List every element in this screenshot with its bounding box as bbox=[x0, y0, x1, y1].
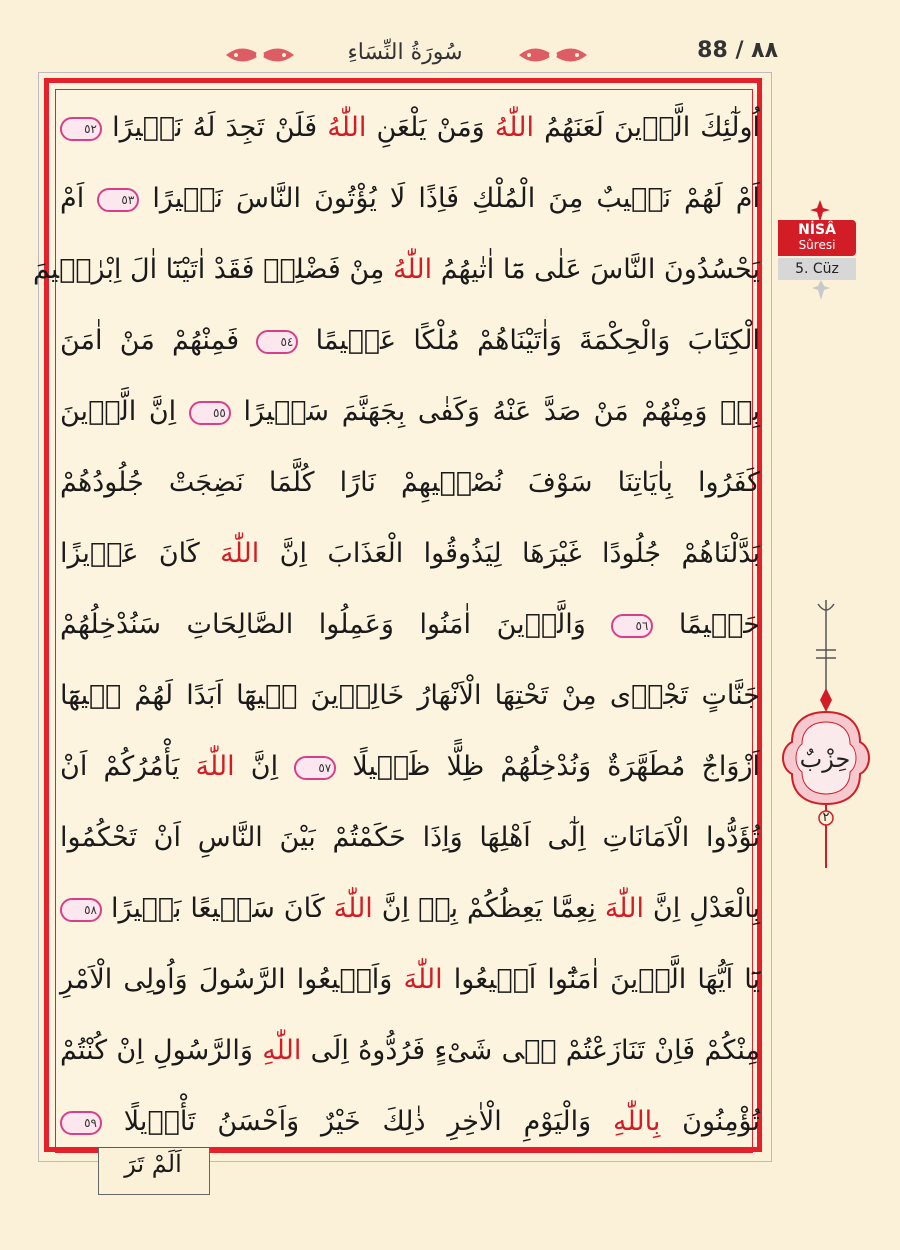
juz-tab[interactable]: 5. Cüz bbox=[778, 258, 856, 280]
text-line bbox=[60, 447, 760, 518]
page-number: 88 / ٨٨ bbox=[697, 38, 778, 63]
tab-ornament-bottom-icon bbox=[812, 280, 830, 300]
ayah-number: ٥٧ bbox=[294, 756, 336, 780]
ayah-number: ٥٥ bbox=[189, 401, 231, 425]
ayah-number: ٥٩ bbox=[60, 1111, 102, 1135]
verse-text: مِنْكُمْ فَاِنْ تَنَازَعْتُمْ فٖى شَیْءٍ فَرُدُّوهُ اِلَى bbox=[301, 1035, 760, 1066]
verse-text: جَنَّاتٍ تَجْرٖى مِنْ تَحْتِهَا الْاَنْهَارُ خَالِدٖينَ فٖيهَٓا اَبَدًا لَهُمْ فٖيهَٓا bbox=[60, 680, 760, 711]
divine-name: بِاللّٰهِ bbox=[612, 1106, 661, 1137]
hizb-number: ٢ bbox=[822, 810, 830, 825]
ayah-number: ٥٤ bbox=[256, 330, 298, 354]
verse-text: وَمَنْ يَلْعَنِ bbox=[366, 112, 495, 143]
text-line bbox=[60, 802, 760, 873]
ayah-number: ٥٢ bbox=[60, 117, 102, 141]
tab-ornament-top-icon bbox=[808, 200, 832, 222]
ayah-number: ٥٣ bbox=[97, 188, 139, 212]
verse-text: يَأْمُرُكُمْ اَنْ bbox=[60, 751, 196, 782]
hizb-marker-icon bbox=[780, 600, 872, 870]
verse-text: تُؤَدُّوا الْاَمَانَاتِ اِلٰٓى اَهْلِهَا وَاِذَا حَكَمْتُمْ بَيْنَ النَّاسِ اَنْ تَحْكُمُوا bbox=[60, 822, 760, 853]
surah-tab-label: Sûresi bbox=[798, 238, 836, 252]
divine-name: اللّٰهَ bbox=[195, 751, 235, 782]
verse-text: تُؤْمِنُونَ bbox=[660, 1106, 760, 1137]
verse-text: اَزْوَاجٌ مُطَهَّرَةٌ وَنُدْخِلُهُمْ ظِلًّا ظَلٖيلًا bbox=[336, 751, 761, 782]
verse-text: نِعِمَّا يَعِظُكُمْ بِهٖ اِنَّ bbox=[372, 893, 605, 924]
text-line bbox=[60, 376, 760, 447]
surah-tab-name: NİSÂ bbox=[798, 222, 836, 238]
verse-text: اُولٰٓئِكَ الَّذٖينَ لَعَنَهُمُ bbox=[533, 112, 760, 143]
verse-text: يَٓا اَيُّهَا الَّذٖينَ اٰمَنُٓوا اَطٖيعُوا bbox=[442, 964, 760, 995]
header-ornament-right-icon bbox=[515, 42, 591, 68]
surah-tab[interactable] bbox=[778, 220, 856, 256]
ayah-number: ٥٦ bbox=[611, 614, 653, 638]
text-line bbox=[60, 163, 760, 234]
text-line bbox=[60, 305, 760, 376]
divine-name: اللّٰهُ bbox=[392, 254, 433, 285]
verse-text: اِنَّ الَّذٖينَ bbox=[60, 396, 189, 427]
hizb-label: حِزْبٌ bbox=[799, 745, 851, 773]
text-line bbox=[60, 92, 760, 163]
verse-text: بِهٖ وَمِنْهُمْ مَنْ صَدَّ عَنْهُ وَكَفٰى بِجَهَنَّمَ سَعٖيرًا bbox=[230, 396, 760, 427]
verse-text: فَلَنْ تَجِدَ لَهُ نَصٖيرًا bbox=[102, 112, 328, 143]
divine-name: اللّٰهُ bbox=[327, 112, 367, 143]
verse-text: وَاَطٖيعُوا الرَّسُولَ وَاُولِى الْاَمْرِ bbox=[60, 964, 404, 995]
divine-name: اللّٰهِ bbox=[262, 1035, 302, 1066]
text-line bbox=[60, 518, 760, 589]
verse-text: يَحْسُدُونَ النَّاسَ عَلٰى مَٓا اٰتٰيهُمُ bbox=[432, 254, 760, 285]
text-line bbox=[32, 234, 760, 305]
divine-name: اللّٰهَ bbox=[403, 964, 443, 995]
divine-name: اللّٰهَ bbox=[220, 538, 260, 569]
verse-text: وَالرَّسُولِ اِنْ كُنْتُمْ bbox=[60, 1035, 263, 1066]
catchword: اَلَمْ تَرَ bbox=[124, 1150, 182, 1178]
page-header bbox=[0, 0, 900, 70]
verse-text: وَالَّذٖينَ اٰمَنُوا وَعَمِلُوا الصَّالِحَاتِ سَنُدْخِلُهُمْ bbox=[60, 609, 612, 640]
verse-text: وَالْيَوْمِ الْاٰخِرِ ذٰلِكَ خَيْرٌ وَاَحْسَنُ تَأْوٖيلًا bbox=[102, 1106, 613, 1137]
verse-text: مِنْ فَضْلِهٖ فَقَدْ اٰتَيْنَٓا اٰلَ اِبْرٰهٖيمَ bbox=[32, 254, 393, 285]
text-line bbox=[60, 660, 760, 731]
verse-text: بِالْعَدْلِ اِنَّ bbox=[643, 893, 761, 924]
surah-title: سُورَةُ النِّسَاءِ bbox=[347, 40, 463, 65]
verse-text: اَمْ لَهُمْ نَصٖيبٌ مِنَ الْمُلْكِ فَاِذًا لَا يُؤْتُونَ النَّاسَ نَقٖيرًا bbox=[139, 183, 760, 214]
verse-text: كَفَرُوا بِاٰيَاتِنَا سَوْفَ نُصْلٖيهِمْ نَارًا كُلَّمَا نَضِجَتْ جُلُودُهُمْ bbox=[60, 467, 760, 498]
divine-name: اللّٰهَ bbox=[604, 893, 644, 924]
text-line bbox=[60, 731, 760, 802]
text-line bbox=[60, 1086, 760, 1157]
verse-text: اِنَّ bbox=[234, 751, 295, 782]
text-line bbox=[60, 944, 760, 1015]
divine-name: اللّٰهُ bbox=[494, 112, 534, 143]
verse-text: الْكِتَابَ وَالْحِكْمَةَ وَاٰتَيْنَاهُمْ مُلْكًا عَظٖيمًا bbox=[298, 325, 760, 356]
header-ornament-left-icon bbox=[222, 42, 298, 68]
verse-text: كَانَ سَمٖيعًا بَصٖيرًا bbox=[102, 893, 334, 924]
text-line bbox=[60, 873, 760, 944]
ayah-number: ٥٨ bbox=[60, 898, 102, 922]
text-line bbox=[60, 1015, 760, 1086]
divine-name: اللّٰهَ bbox=[333, 893, 373, 924]
quran-text bbox=[32, 92, 761, 1157]
verse-text: بَدَّلْنَاهُمْ جُلُودًا غَيْرَهَا لِيَذُوقُوا الْعَذَابَ اِنَّ bbox=[259, 538, 760, 569]
verse-text: فَمِنْهُمْ مَنْ اٰمَنَ bbox=[60, 325, 257, 356]
verse-text: كَانَ عَزٖيزًا bbox=[60, 538, 221, 569]
text-line bbox=[60, 589, 760, 660]
verse-text: حَكٖيمًا bbox=[653, 609, 760, 640]
verse-text: اَمْ bbox=[60, 183, 98, 214]
